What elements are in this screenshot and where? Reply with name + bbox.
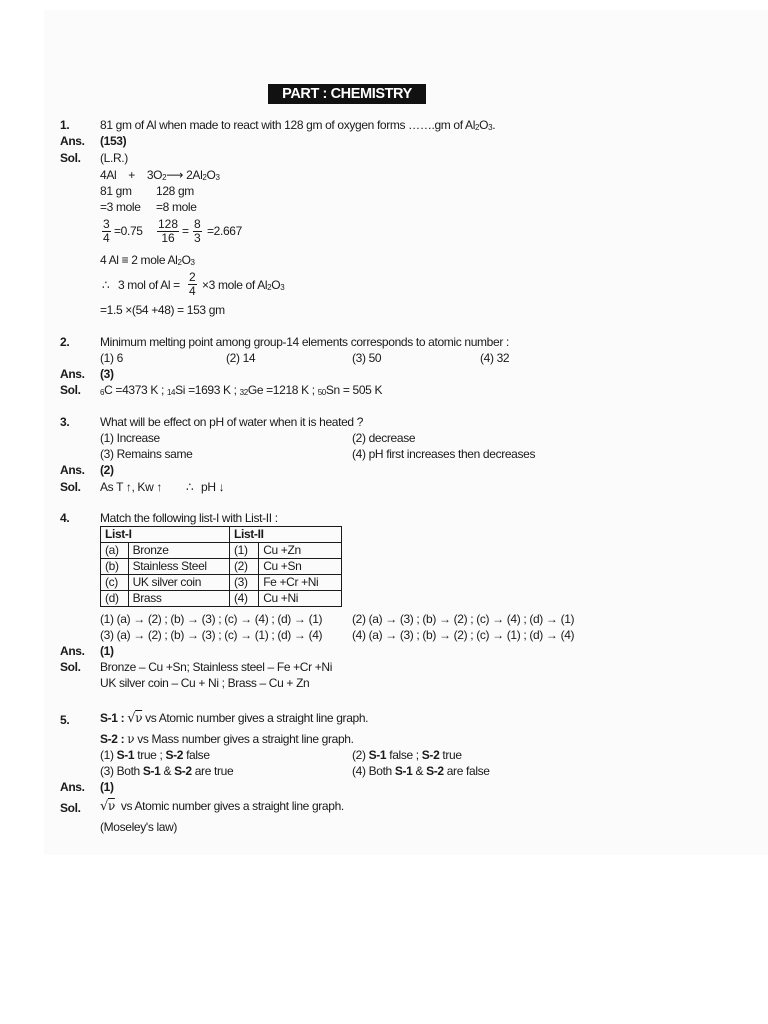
option-4-3: (3) (a) → (2) ; (b) → (3) ; (c) → (1) ; (d) → (4) xyxy=(100,628,323,642)
header-list-2: List-II xyxy=(230,527,342,543)
option-5-2: (2) S-1 false ; S-2 true xyxy=(352,748,462,762)
option-5-4: (4) Both S-1 & S-2 are false xyxy=(352,764,490,778)
table-cell: (d) xyxy=(101,591,129,607)
fraction-3-4: $\frac{3}{4}$ xyxy=(103,217,110,245)
option-2-3: (3) 50 xyxy=(352,351,382,365)
option-3-2: (2) decrease xyxy=(352,431,416,445)
question-4-text: Match the following list-I with List-II : xyxy=(100,511,278,525)
table-cell: (2) xyxy=(230,559,259,575)
solution-4-line-2: UK silver coin – Cu + Ni ; Brass – Cu + Zn xyxy=(100,676,310,690)
option-5-1: (1) S-1 true ; S-2 false xyxy=(100,748,210,762)
option-3-3: (3) Remains same xyxy=(100,447,193,461)
solution-1-lr: (L.R.) xyxy=(100,151,128,165)
option-2-1: (1) 6 xyxy=(100,351,123,365)
answer-5-label: Ans. xyxy=(60,780,85,794)
ratio-al: =0.75 xyxy=(114,224,143,238)
table-header-row xyxy=(101,527,342,543)
three-mole-al2o3: ×3 mole of $Al_2O_3$ xyxy=(202,278,285,292)
mole-al: =3 mole xyxy=(100,200,141,214)
reaction-equation: 4Al + $3O_2⟶$ $2Al_2O_3$ xyxy=(100,168,220,182)
table-cell: Stainless Steel xyxy=(128,559,229,575)
solution-3-therefore: ∴ xyxy=(186,480,194,494)
option-3-1: (1) Increase xyxy=(100,431,160,445)
answer-1-value: (153) xyxy=(100,134,127,148)
statement-2: S-2 : ν vs Mass number gives a straight line graph. xyxy=(100,732,354,746)
solution-2-label: Sol. xyxy=(60,383,81,397)
option-5-3: (3) Both S-1 & S-2 are true xyxy=(100,764,234,778)
mole-relation: 4 Al ≡ 2 mole $Al_2O_3$ xyxy=(100,253,195,267)
solution-3-ph: pH ↓ xyxy=(201,480,225,494)
option-2-2: (2) 14 xyxy=(226,351,256,365)
table-cell: (b) xyxy=(101,559,129,575)
table-row xyxy=(101,575,342,591)
table-cell: (1) xyxy=(230,543,259,559)
table-cell: UK silver coin xyxy=(128,575,229,591)
header-list-1: List-I xyxy=(101,527,230,543)
answer-3-value: (2) xyxy=(100,463,114,477)
fraction-128-16: $\frac{128}{16}$ xyxy=(158,217,179,245)
question-1-number: 1. xyxy=(60,118,70,132)
table-cell: Cu +Ni xyxy=(259,591,342,607)
table-cell: Cu +Sn xyxy=(259,559,342,575)
table-cell: (4) xyxy=(230,591,259,607)
option-3-4: (4) pH first increases then decreases xyxy=(352,447,536,461)
therefore-symbol: ∴ xyxy=(102,278,110,292)
fraction-2-4: $\frac{2}{4}$ xyxy=(189,270,196,298)
solution-5-text: √ν vs Atomic number gives a straight line graph. xyxy=(100,799,344,814)
question-2-text: Minimum melting point among group-14 elements corresponds to atomic number : xyxy=(100,335,509,349)
solution-2-text: 6C =4373 K ; 14Si =1693 K ; 32Ge =1218 K ; 50Sn = 505 K xyxy=(100,383,383,397)
question-3-number: 3. xyxy=(60,415,70,429)
answer-4-value: (1) xyxy=(100,644,114,658)
match-table xyxy=(100,526,342,607)
solution-3-label: Sol. xyxy=(60,480,81,494)
table-cell: Cu +Zn xyxy=(259,543,342,559)
answer-2-value: (3) xyxy=(100,367,114,381)
table-cell: Brass xyxy=(128,591,229,607)
table-row xyxy=(101,543,342,559)
question-4-number: 4. xyxy=(60,511,70,525)
fraction-8-3: $\frac{8}{3}$ xyxy=(194,217,201,245)
solution-5-law: (Moseley's law) xyxy=(100,820,178,834)
solution-4-label: Sol. xyxy=(60,660,81,674)
answer-1-label: Ans. xyxy=(60,134,85,148)
solution-3-temp: As T ↑, Kw ↑ xyxy=(100,480,163,494)
solution-4-line-1: Bronze – Cu +Sn; Stainless steel – Fe +Cr +Ni xyxy=(100,660,333,674)
mass-o2: 128 gm xyxy=(156,184,194,198)
question-2-number: 2. xyxy=(60,335,70,349)
table-row xyxy=(101,559,342,575)
option-4-4: (4) (a) → (3) ; (b) → (2) ; (c) → (1) ; (d) → (4) xyxy=(352,628,575,642)
question-1-text: 81 gm of Al when made to react with 128 gm of oxygen forms …….gm of $Al_2O_3$. xyxy=(100,118,496,132)
question-3-text: What will be effect on pH of water when it is heated ? xyxy=(100,415,364,429)
table-cell: (c) xyxy=(101,575,129,591)
fraction-equals: = xyxy=(182,224,189,238)
option-4-2: (2) (a) → (3) ; (b) → (2) ; (c) → (4) ; (d) → (1) xyxy=(352,612,575,626)
mass-al: 81 gm xyxy=(100,184,132,198)
mole-o2: =8 mole xyxy=(156,200,197,214)
table-cell: (a) xyxy=(101,543,129,559)
table-cell: Bronze xyxy=(128,543,229,559)
table-cell: Fe +Cr +Ni xyxy=(259,575,342,591)
question-5-number: 5. xyxy=(60,713,70,727)
three-mol-al: 3 mol of Al = xyxy=(118,278,180,292)
statement-1: S-1 : √ν vs Atomic number gives a straight line graph. xyxy=(100,711,369,726)
table-cell: (3) xyxy=(230,575,259,591)
final-answer-line: =1.5 ×(54 +48) = 153 gm xyxy=(100,303,225,317)
ratio-o2: =2.667 xyxy=(207,224,242,238)
answer-5-value: (1) xyxy=(100,780,114,794)
table-row xyxy=(101,591,342,607)
option-2-4: (4) 32 xyxy=(480,351,510,365)
option-4-1: (1) (a) → (2) ; (b) → (3) ; (c) → (4) ; (d) → (1) xyxy=(100,612,323,626)
solution-1-label: Sol. xyxy=(60,151,81,165)
page-title: PART : CHEMISTRY xyxy=(268,84,426,104)
answer-4-label: Ans. xyxy=(60,644,85,658)
answer-2-label: Ans. xyxy=(60,367,85,381)
answer-3-label: Ans. xyxy=(60,463,85,477)
solution-5-label: Sol. xyxy=(60,801,81,815)
